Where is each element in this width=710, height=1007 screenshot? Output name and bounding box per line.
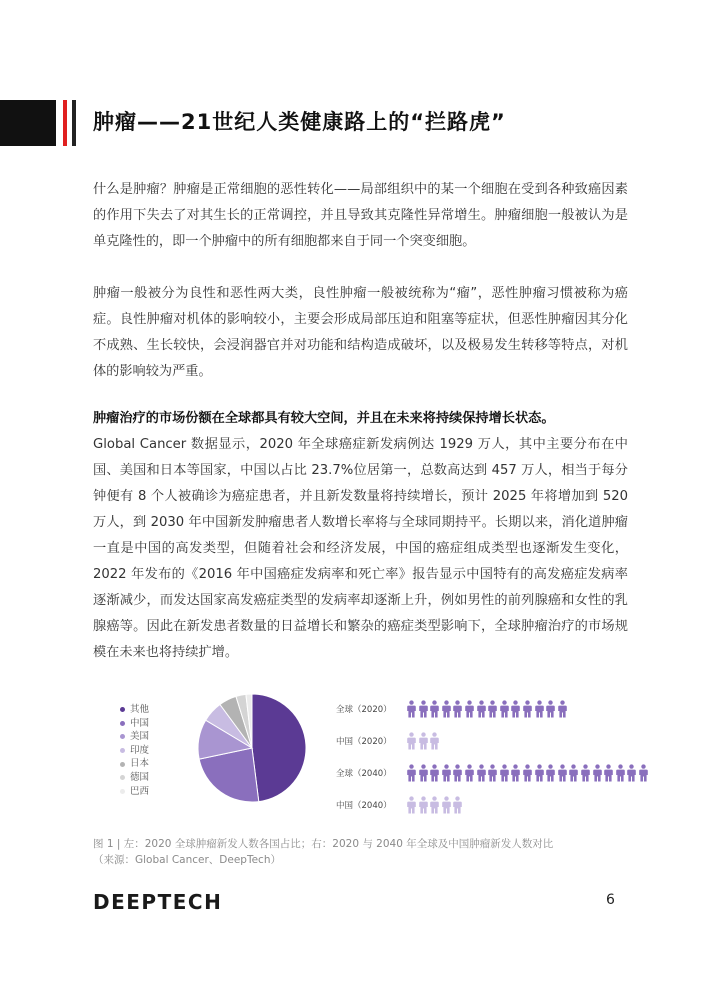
legend-label: 其他: [130, 704, 150, 715]
legend-label: 巴西: [130, 785, 150, 797]
pictogram-row-label: 全球（2040）: [336, 769, 392, 779]
person-icon: [464, 764, 475, 782]
header-red-bar: [63, 100, 67, 146]
person-icon: [441, 796, 452, 814]
person-icon: [418, 732, 429, 750]
person-icon: [418, 700, 429, 718]
legend-item: [120, 757, 149, 771]
header-black-block: [0, 100, 56, 146]
person-icon: [534, 700, 545, 718]
person-icon: [406, 700, 417, 718]
person-icon: [510, 700, 521, 718]
person-icon: [603, 764, 614, 782]
figure-caption-line1: 图 1 | 左：2020 全球肿瘤新发人数各国占比；右：2020 与 2040 年全球及中国肿瘤新发人数对比: [93, 838, 554, 850]
person-icon: [557, 764, 568, 782]
pictogram-row: [336, 764, 649, 782]
pictogram-row: [336, 700, 649, 718]
person-icon: [464, 700, 475, 718]
person-icon: [534, 764, 545, 782]
page-title: 肿瘤——21世纪人类健康路上的“拦路虎”: [93, 110, 506, 134]
legend-swatch: [120, 707, 125, 712]
legend-swatch: [120, 789, 125, 794]
person-icon: [406, 796, 417, 814]
legend-label: 美国: [130, 731, 150, 743]
paragraph-what-is-tumor: 什么是肿瘤？肿瘤是正常细胞的恶性转化——局部组织中的某一个细胞在受到各种致癌因素的作用下失去了对其生长的正常调控，并且导致其克隆性异常增生。肿瘤细胞一般被认为是单克隆性的，即一个肿瘤中的所有细胞都来自于同一个突变细胞。: [93, 182, 628, 249]
person-icon: [580, 764, 591, 782]
legend-item: [120, 717, 149, 731]
person-icon: [499, 700, 510, 718]
paragraph-market-lead: 肿瘤治疗的市场份额在全球都具有较大空间，并且在未来将持续保持增长状态。: [93, 411, 555, 426]
person-icon: [487, 700, 498, 718]
person-icon: [522, 764, 533, 782]
person-icon: [452, 796, 463, 814]
legend-swatch: [120, 748, 125, 753]
legend-item: [120, 703, 149, 717]
person-icon: [626, 764, 637, 782]
legend-item: [120, 744, 149, 758]
country-share-pie-chart: [196, 692, 308, 804]
legend-item: [120, 785, 149, 799]
legend-swatch: [120, 775, 125, 780]
person-icon: [557, 700, 568, 718]
person-icon: [441, 764, 452, 782]
figure-caption: [93, 836, 633, 868]
legend-swatch: [120, 734, 125, 739]
legend-label: 日本: [130, 758, 150, 770]
person-icon: [568, 764, 579, 782]
pictogram-row-label: 全球（2020）: [336, 705, 392, 715]
person-icon: [499, 764, 510, 782]
figure-caption-line2: （来源：Global Cancer、DeepTech）: [93, 854, 281, 866]
header-dark-bar: [72, 100, 76, 146]
person-icon: [476, 764, 487, 782]
pictogram-row-label: 中国（2020）: [336, 737, 392, 747]
paragraph-market: [93, 406, 628, 666]
person-icon: [429, 700, 440, 718]
paragraph-tumor-types: 肿瘤一般被分为良性和恶性两大类，良性肿瘤一般被统称为“瘤”，恶性肿瘤习惯被称为癌症。良性肿瘤对机体的影响较小，主要会形成局部压迫和阻塞等症状，但恶性肿瘤因其分化不成熟、生长较快，会浸润器官并对功能和结构造成破坏，以及极易发生转移等特点，对机体的影响较为严重。: [93, 286, 628, 379]
pictogram-row: [336, 796, 649, 814]
person-icon: [429, 764, 440, 782]
person-icon: [452, 764, 463, 782]
person-icon: [545, 764, 556, 782]
person-icon: [441, 700, 452, 718]
pictogram-row: [336, 732, 649, 750]
legend-item: [120, 771, 149, 785]
pictogram-row-label: 中国（2040）: [336, 801, 392, 811]
legend-swatch: [120, 721, 125, 726]
deeptech-logo: DEEPTECH: [93, 890, 223, 914]
page-number: 6: [606, 892, 615, 908]
paragraph-market-body: Global Cancer 数据显示，2020 年全球癌症新发病例达 1929 万人，其中主要分布在中国、美国和日本等国家，中国以占比 23.7%位居第一，总数高达到 457 万人，相当于每分钟便有 8 个人被确诊为癌症患者，并且新发数量将持续增长，预计 2025 年将增加到 520 万人，到 2030 年中国新发肿瘤患者人数增长率将与全球同期持平。长期以来，消化道肿瘤一直是中国的高发类型，但随着社会和经济发展，中国的癌症组成类型也逐渐发生变化，2022 年发布的《2016 年中国癌症发病率和死亡率》报告显示中国特有的高发癌症发病率逐渐减少，而发达国家高发癌症类型的发病率却逐渐上升，例如男性的前列腺癌和女性的乳腺癌等。因此在新发患者数量的日益增长和繁杂的癌症类型影响下，全球肿瘤治疗的市场规模在未来也将持续扩增。: [93, 437, 628, 660]
new-cases-pictogram: [336, 700, 649, 828]
person-icon: [615, 764, 626, 782]
person-icon: [592, 764, 603, 782]
person-icon: [452, 700, 463, 718]
person-icon: [638, 764, 649, 782]
legend-label: 印度: [130, 744, 150, 756]
person-icon: [429, 732, 440, 750]
person-icon: [418, 764, 429, 782]
pie-slice: [252, 694, 306, 802]
person-icon: [510, 764, 521, 782]
legend-label: 中国: [130, 717, 150, 729]
person-icon: [522, 700, 533, 718]
pie-legend: [120, 703, 149, 798]
person-icon: [418, 796, 429, 814]
person-icon: [406, 732, 417, 750]
legend-swatch: [120, 762, 125, 767]
legend-item: [120, 730, 149, 744]
person-icon: [429, 796, 440, 814]
person-icon: [487, 764, 498, 782]
person-icon: [476, 700, 487, 718]
person-icon: [545, 700, 556, 718]
legend-label: 德国: [130, 771, 150, 783]
person-icon: [406, 764, 417, 782]
